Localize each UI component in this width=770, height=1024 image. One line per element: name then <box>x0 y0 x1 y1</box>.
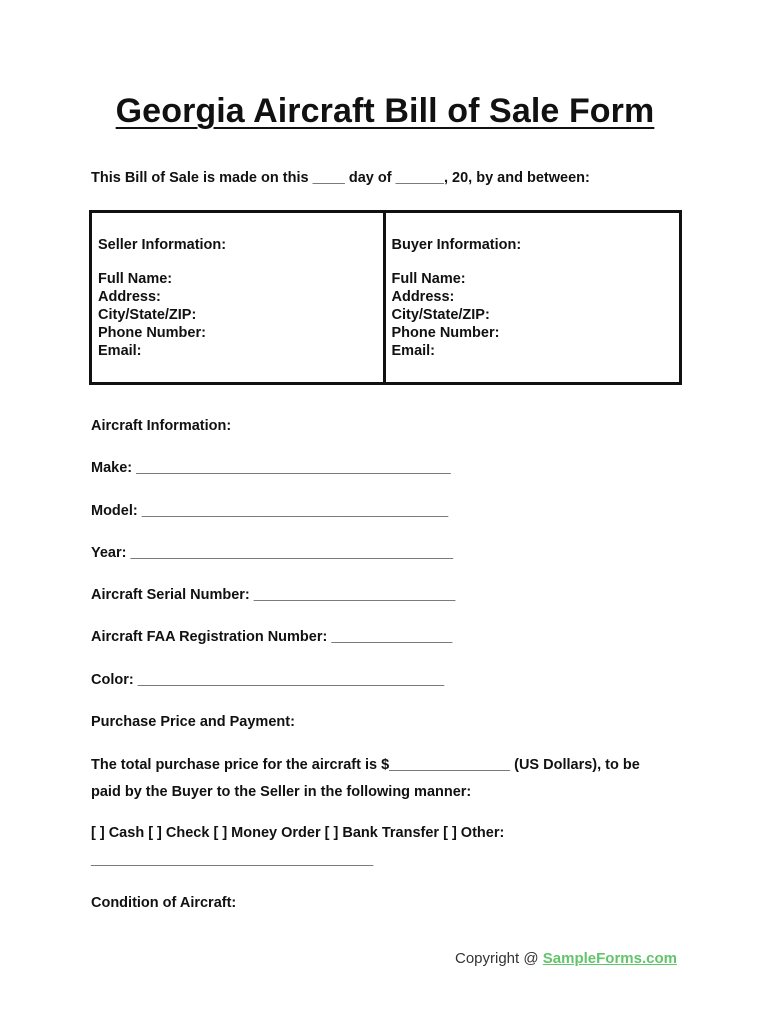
seller-heading: Seller Information: <box>98 237 227 253</box>
condition-heading: Condition of Aircraft: <box>91 895 237 911</box>
buyer-city-state-zip-label: City/State/ZIP: <box>391 307 490 323</box>
purchase-price-heading: Purchase Price and Payment: <box>91 714 295 730</box>
serial-number-field: Aircraft Serial Number: _________________________ <box>91 587 456 603</box>
purchase-price-line-1: The total purchase price for the aircraft is $_______________ (US Dollars), to be <box>91 757 640 773</box>
year-field: Year: ________________________________________ <box>91 545 454 561</box>
copyright-footer <box>455 950 677 967</box>
intro-line: This Bill of Sale is made on this ____ day of ______, 20, by and between: <box>91 170 590 186</box>
buyer-address-label: Address: <box>391 289 455 305</box>
payment-method-options: [ ] Cash [ ] Check [ ] Money Order [ ] Bank Transfer [ ] Other: <box>91 825 505 841</box>
seller-info-cell <box>92 213 386 382</box>
seller-address-label: Address: <box>98 289 161 305</box>
color-field: Color: ______________________________________ <box>91 672 445 688</box>
purchase-price-line-2: paid by the Buyer to the Seller in the following manner: <box>91 784 472 800</box>
document-title: Georgia Aircraft Bill of Sale Form <box>115 92 655 130</box>
buyer-info-cell <box>386 213 680 382</box>
seller-email-label: Email: <box>98 343 142 359</box>
buyer-email-label: Email: <box>391 343 436 359</box>
buyer-phone-label: Phone Number: <box>391 325 500 341</box>
aircraft-info-heading: Aircraft Information: <box>91 418 232 434</box>
sampleforms-link[interactable]: SampleForms.com <box>542 950 677 967</box>
faa-registration-field: Aircraft FAA Registration Number: _______________ <box>91 629 453 645</box>
model-field: Model: ______________________________________ <box>91 503 449 519</box>
buyer-heading: Buyer Information: <box>391 237 522 253</box>
make-field: Make: _______________________________________ <box>91 460 451 476</box>
seller-phone-label: Phone Number: <box>98 325 206 341</box>
party-info-table <box>89 210 682 385</box>
seller-city-state-zip-label: City/State/ZIP: <box>98 307 197 323</box>
copyright-prefix: Copyright @ <box>455 950 543 967</box>
seller-full-name-label: Full Name: <box>98 271 173 287</box>
buyer-full-name-label: Full Name: <box>391 271 466 287</box>
payment-other-line: ___________________________________ <box>91 852 374 868</box>
